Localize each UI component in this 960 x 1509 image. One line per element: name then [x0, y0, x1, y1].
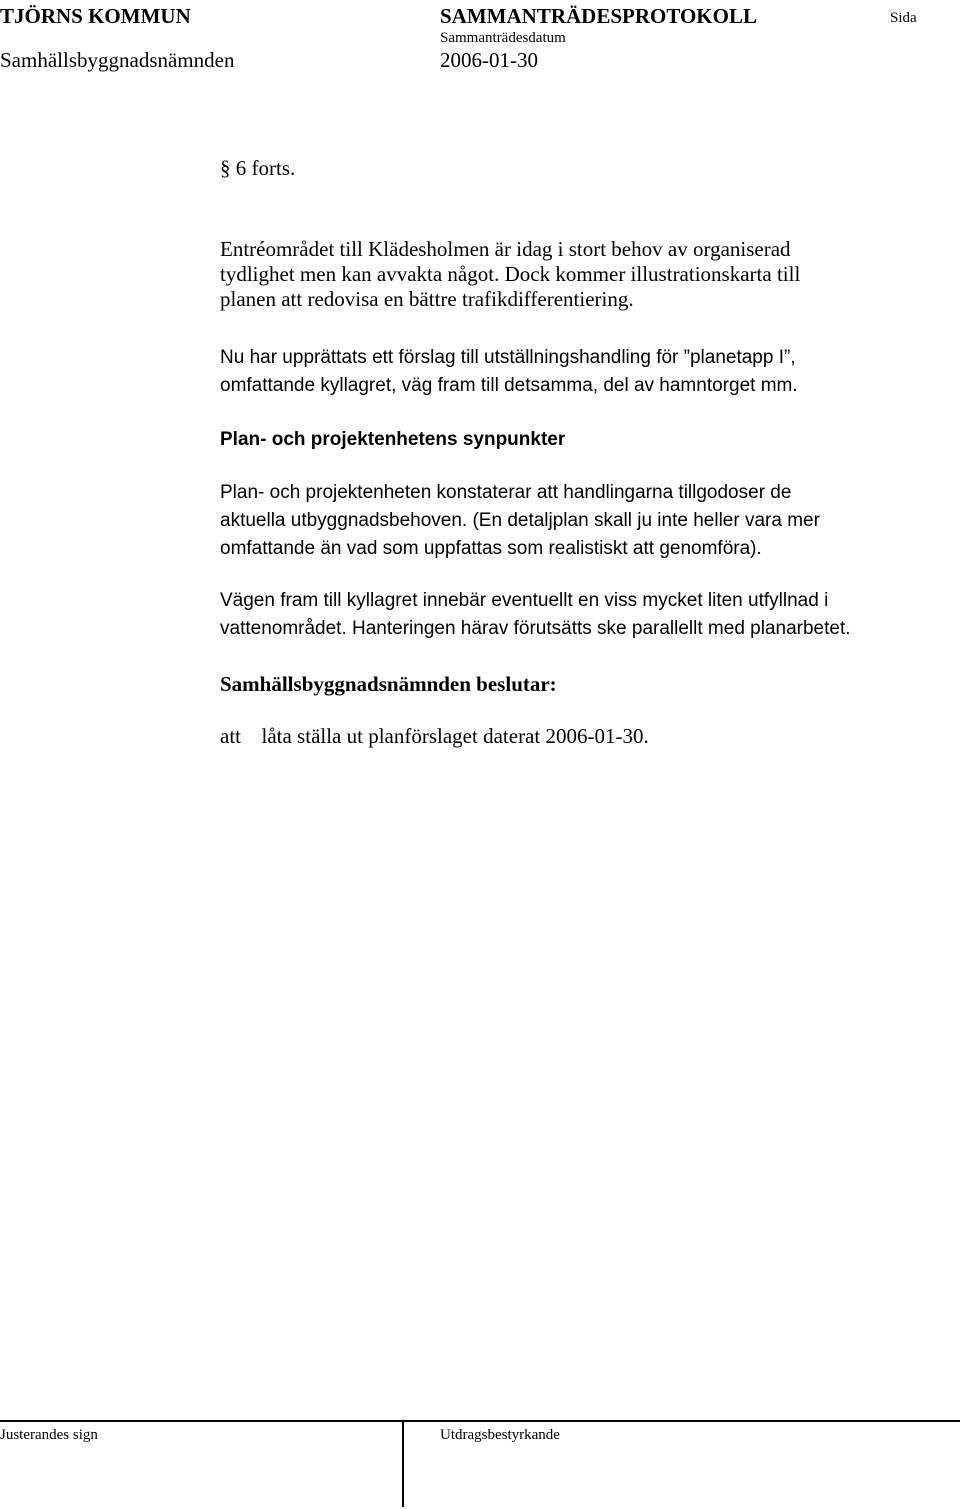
board-name: Samhällsbyggnadsnämnden — [0, 48, 235, 72]
section-number — [220, 156, 295, 181]
paragraph-3-line: aktuella utbyggnadsbehoven. (En detaljplan skall ju inte heller vara mer — [220, 510, 820, 531]
section-number-text: 6 forts. — [235, 156, 296, 180]
utdragsbestyrkande-label: Utdragsbestyrkande — [440, 1427, 560, 1443]
section-mark: § — [220, 156, 231, 180]
decision-line — [220, 724, 649, 749]
decision-prefix: att — [220, 724, 241, 748]
section-heading-synpunkter: Plan- och projektenhetens synpunkter — [220, 429, 566, 450]
decision-heading: Samhällsbyggnadsnämnden beslutar: — [220, 672, 557, 696]
paragraph-2-line: Nu har upprättats ett förslag till utställningshandling för ”planetapp I”, — [220, 347, 796, 368]
paragraph-1-line: Entréområdet till Klädesholmen är idag i stort behov av organiserad — [220, 237, 791, 261]
paragraph-4-line: Vägen fram till kyllagret innebär eventuellt en viss mycket liten utfyllnad i — [220, 590, 829, 611]
document-type: SAMMANTRÄDESPROTOKOLL — [440, 4, 757, 28]
footer-top-rule — [0, 1420, 960, 1422]
meeting-date: 2006-01-30 — [440, 48, 538, 72]
decision-text: låta ställa ut planförslaget daterat 2006-01-30. — [261, 724, 649, 748]
paragraph-3-line: Plan- och projektenheten konstaterar att handlingarna tillgodoser de — [220, 482, 792, 503]
paragraph-2 — [220, 344, 920, 400]
paragraph-1-line: planen att redovisa en bättre trafikdifferentiering. — [220, 287, 634, 311]
justerandes-sign-label: Justerandes sign — [0, 1427, 98, 1443]
paragraph-4-line: vattenområdet. Hanteringen härav förutsätts ske parallellt med planarbetet. — [220, 618, 851, 639]
paragraph-2-line: omfattande kyllagret, väg fram till detsamma, del av hamntorget mm. — [220, 375, 798, 396]
page-label: Sida — [890, 10, 917, 26]
paragraph-3-line: omfattande än vad som uppfattas som realistiskt att genomföra). — [220, 538, 762, 559]
paragraph-4 — [220, 587, 920, 643]
date-label: Sammanträdesdatum — [440, 30, 566, 46]
paragraph-1 — [220, 237, 920, 312]
footer-divider — [402, 1421, 404, 1507]
paragraph-1-line: tydlighet men kan avvakta något. Dock kommer illustrationskarta till — [220, 262, 801, 286]
paragraph-3 — [220, 479, 920, 563]
municipality-name: TJÖRNS KOMMUN — [0, 4, 191, 28]
